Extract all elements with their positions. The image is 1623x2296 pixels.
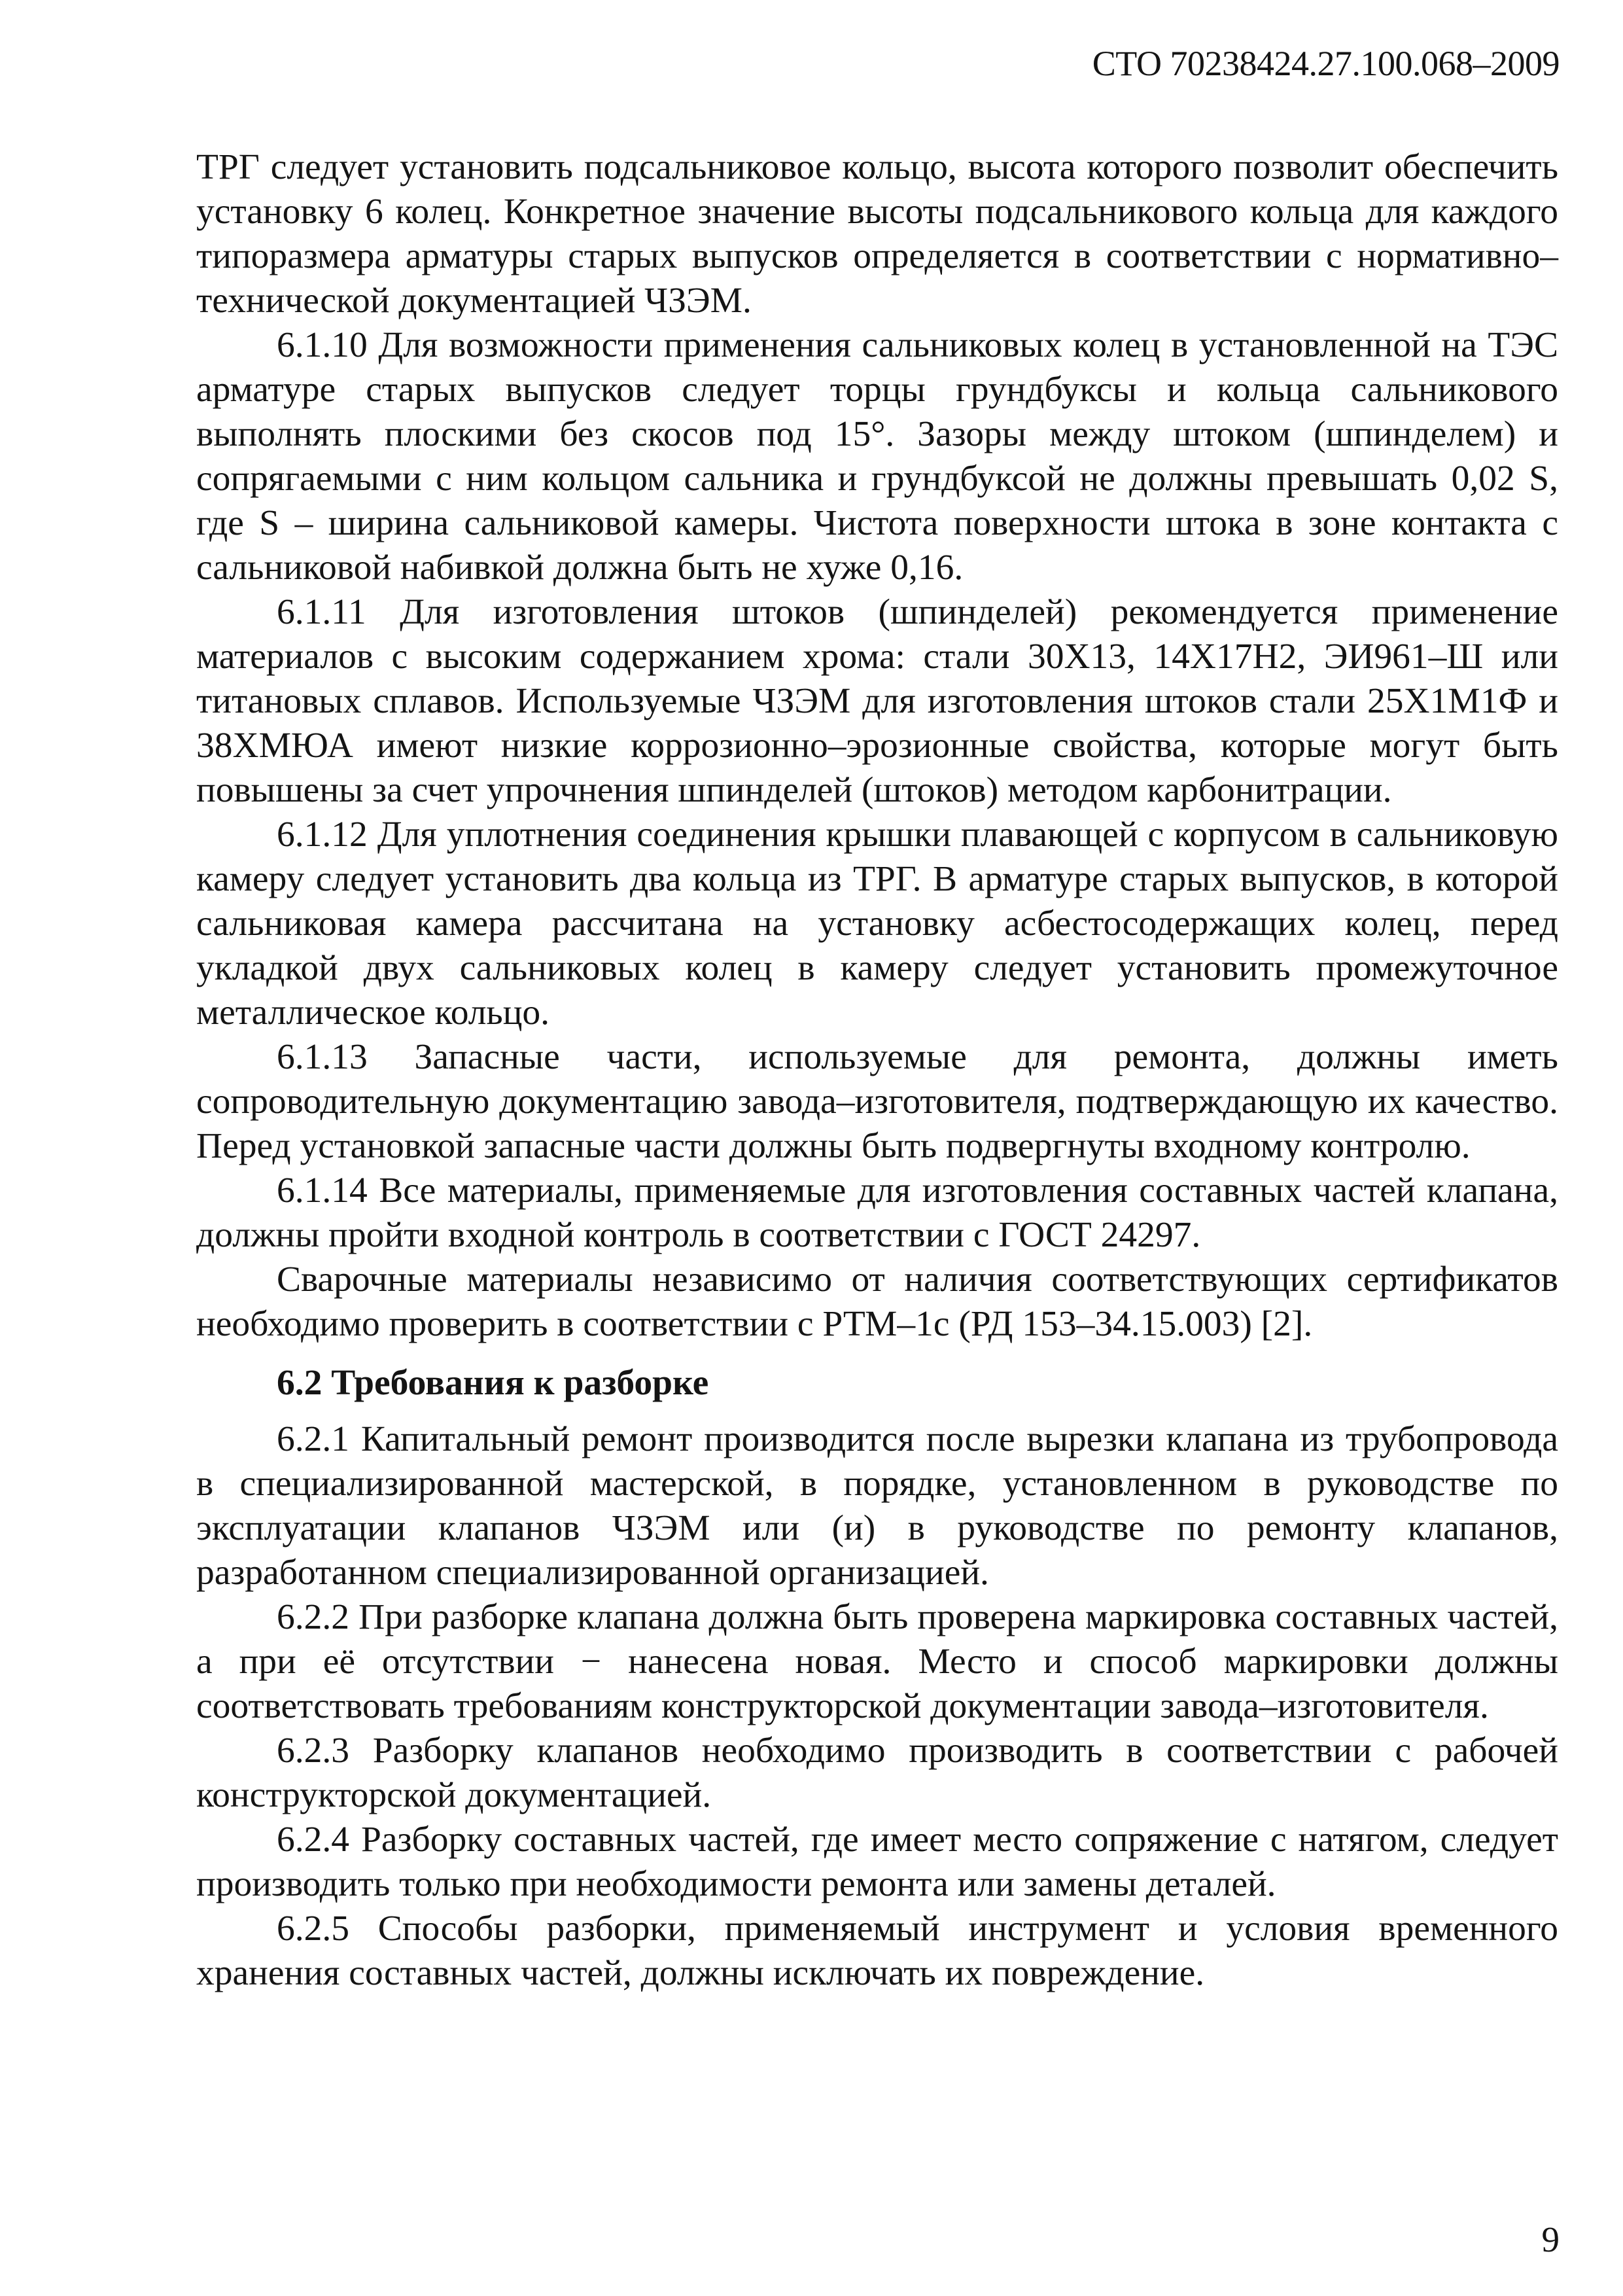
clause-6-2-3: 6.2.3 Разборку клапанов необходимо производить в соответствии с рабочей конструкторской документацией. — [196, 1731, 1558, 1815]
clause-6-2-4: 6.2.4 Разборку составных частей, где имеет место сопряжение с натягом, следует производить только при необходимости ремонта или замены деталей. — [196, 1820, 1558, 1904]
clause-6-1-11: 6.1.11 Для изготовления штоков (шпинделей) рекомендуется применение материалов с высоким содержанием хрома: стали 30Х13, 14Х17Н2, ЭИ961–Ш или титановых сплавов. Используемые ЧЗЭМ для изготовления штоков стали 25Х1М1Ф и 38ХМЮА имеют низкие коррозионно–эрозионные свойства, которые могут быть повышены за счет упрочнения шпинделей (штоков) методом карбонитрации. — [196, 592, 1558, 810]
paragraph-welding-materials: Сварочные материалы независимо от наличия соответствующих сертификатов необходимо проверить в соответствии с РТМ–1с (РД 153–34.15.003) [2]. — [196, 1260, 1558, 1344]
clause-6-2-1: 6.2.1 Капитальный ремонт производится после вырезки клапана из трубопровода в специализированной мастерской, в порядке, установленном в руководстве по эксплуатации клапанов ЧЗЭМ или (и) в руководстве по ремонту клапанов, разработанном специализированной организацией. — [196, 1419, 1558, 1593]
document-code: СТО 70238424.27.100.068–2009 — [1092, 44, 1560, 83]
clause-6-1-10: 6.1.10 Для возможности применения сальниковых колец в установленной на ТЭС арматуре старых выпусков следует торцы грундбуксы и кольца сальникового выполнять плоскими без скосов под 15°. Зазоры между штоком (шпинделем) и сопрягаемыми с ним кольцом сальника и грундбуксой не должны превышать 0,02 S, где S – ширина сальниковой камеры. Чистота поверхности штока в зоне контакта с сальниковой набивкой должна быть не хуже 0,16. — [196, 325, 1558, 588]
clause-6-2-2: 6.2.2 При разборке клапана должна быть проверена маркировка составных частей, а при её отсутствии − нанесена новая. Место и способ маркировки должны соответствовать требованиям конструкторской документации завода–изготовителя. — [196, 1597, 1558, 1726]
clause-6-1-12: 6.1.12 Для уплотнения соединения крышки плавающей с корпусом в сальниковую камеру следует установить два кольца из ТРГ. В арматуре старых выпусков, в которой сальниковая камера рассчитана на установку асбестосодержащих колец, перед укладкой двух сальниковых колец в камеру следует установить промежуточное металлическое кольцо. — [196, 815, 1558, 1033]
clause-6-2-5: 6.2.5 Способы разборки, применяемый инструмент и условия временного хранения составных частей, должны исключать их повреждение. — [196, 1909, 1558, 1993]
paragraph-continuation: ТРГ следует установить подсальниковое кольцо, высота которого позволит обеспечить установку 6 колец. Конкретное значение высоты подсальникового кольца для каждого типоразмера арматуры старых выпусков определяется в соответствии с нормативно–технической документацией ЧЗЭМ. — [196, 147, 1558, 321]
clause-6-1-13: 6.1.13 Запасные части, используемые для ремонта, должны иметь сопроводительную документацию завода–изготовителя, подтверждающую их качество. Перед установкой запасные части должны быть подвергнуты входному контролю. — [196, 1037, 1558, 1166]
section-heading-6-2: 6.2 Требования к разборке — [277, 1363, 709, 1403]
document-body — [196, 145, 1558, 1996]
page-number: 9 — [1541, 2219, 1560, 2259]
clause-6-1-14: 6.1.14 Все материалы, применяемые для изготовления составных частей клапана, должны пройти входной контроль в соответствии с ГОСТ 24297. — [196, 1171, 1558, 1255]
